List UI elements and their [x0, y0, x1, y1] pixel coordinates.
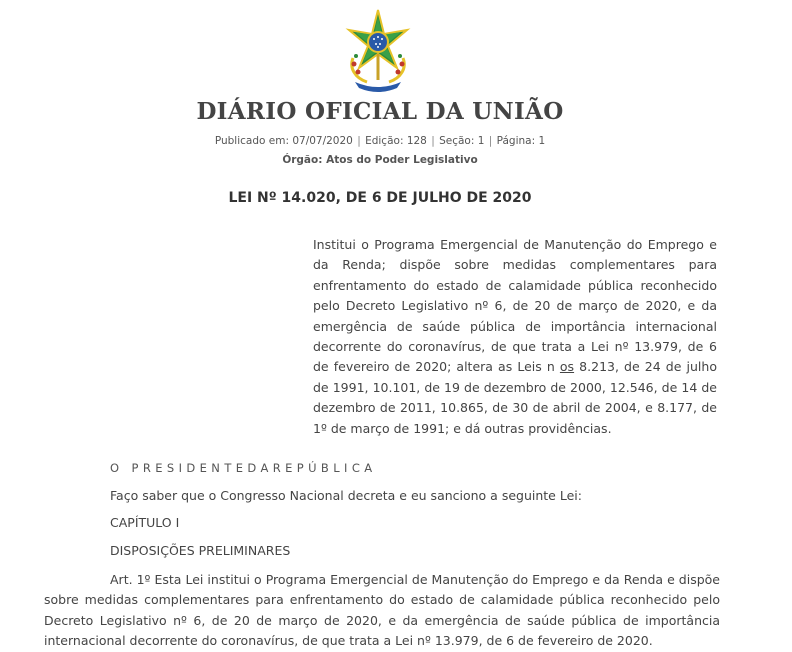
- chapter-heading: CAPÍTULO I: [110, 515, 180, 530]
- orgao-line: [0, 154, 760, 166]
- meta-separator: |: [357, 135, 361, 147]
- emblem-disk: [369, 33, 387, 51]
- emblem-sword: [377, 54, 380, 80]
- meta-separator: |: [431, 135, 435, 147]
- section-number: Seção: 1: [439, 135, 485, 147]
- coat-of-arms-emblem: [345, 8, 411, 92]
- law-ementa: [313, 235, 717, 439]
- orgao-label: Órgão:: [282, 154, 323, 166]
- presidente-heading: O PRESIDENTEDAREPÚBLICA: [110, 461, 377, 475]
- edition-number: Edição: 128: [365, 135, 427, 147]
- published-date: Publicado em: 07/07/2020: [214, 135, 353, 147]
- meta-separator: |: [488, 135, 493, 147]
- publication-meta: [0, 135, 760, 147]
- ementa-text-1: Institui o Programa Emergencial de Manutenção do Emprego e da Renda; dispõe sobre medidas complementares para enfrentamento do estado de calamidade pública reconhecido pelo Decreto Legislativo nº 6, de 20 de março de 2020, e da emergência de saúde pública de importância internacional decorrente do coronavírus, de que trata a Lei nº 13.979, de 6 de fevereiro de 2020; altera as Leis n: [313, 237, 717, 375]
- orgao-value: Atos do Poder Legislativo: [326, 154, 478, 166]
- article-1: Art. 1º Esta Lei institui o Programa Emergencial de Manutenção do Emprego e da Renda e dispõe sobre medidas complementares para enfrentamento do estado de calamidade pública reconhecido pelo Decreto Legislativo nº 6, de 20 de março de 2020, e da emergência de saúde pública de importância internacional decorrente do coronavírus, de que trata a Lei nº 13.979, de 6 de fevereiro de 2020.: [44, 572, 720, 649]
- chapter-title: DISPOSIÇÕES PRELIMINARES: [110, 543, 291, 558]
- emblem-ribbon: [355, 82, 401, 92]
- enactment-clause: Faço saber que o Congresso Nacional decreta e eu sanciono a seguinte Lei:: [110, 488, 582, 503]
- ementa-underlined: os: [559, 359, 575, 375]
- ementa-text-2: 8.213, de 24 de julho de 1991, 10.101, de 19 de dezembro de 2000, 12.546, de 14 de dezembro de 2011, 10.865, de 30 de abril de 2004, e 8.177, de 1º de março de 1991; e dá outras providências.: [313, 359, 717, 436]
- page-number: Página: 1: [496, 135, 546, 147]
- law-title: LEI Nº 14.020, DE 6 DE JULHO DE 2020: [228, 190, 532, 206]
- gazette-title: DIÁRIO OFICIAL DA UNIÃO: [196, 98, 564, 125]
